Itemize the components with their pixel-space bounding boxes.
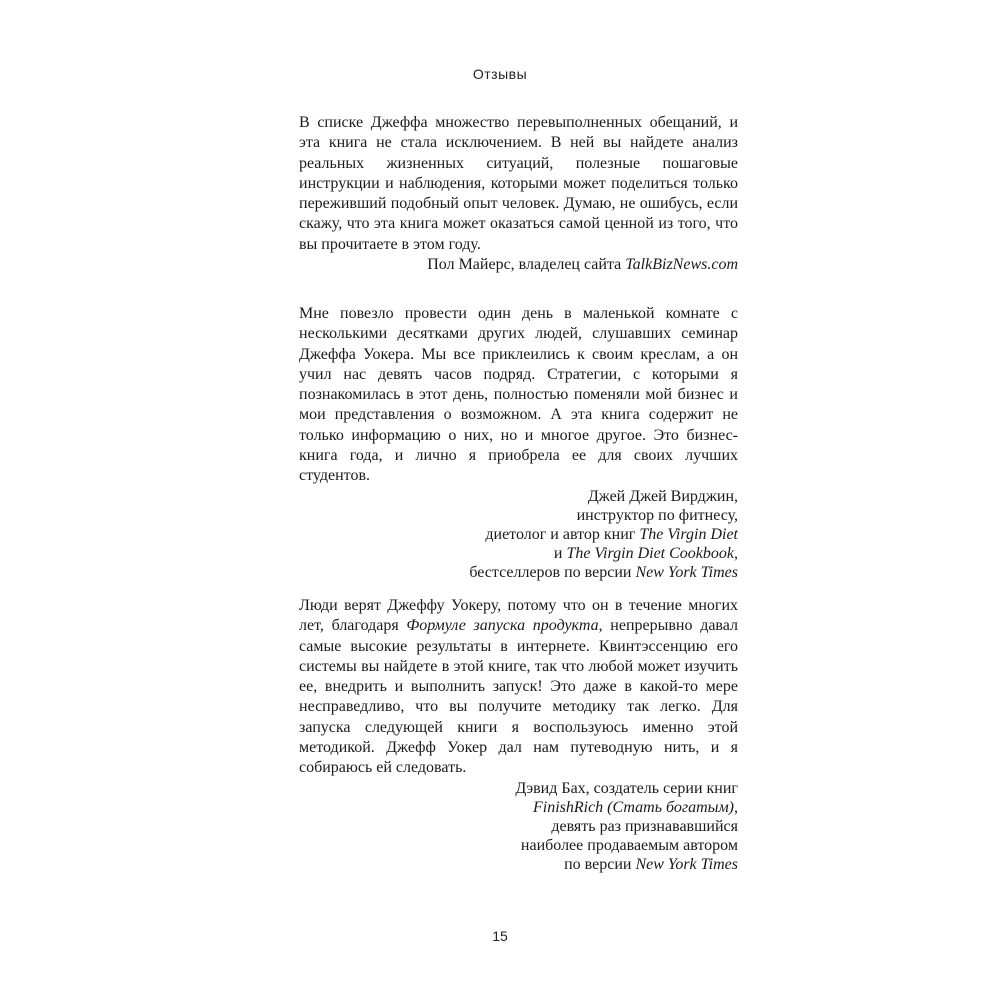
review-2 — [299, 304, 738, 582]
review-attribution — [299, 255, 738, 274]
page-number: 15 — [492, 928, 508, 944]
publication-name: New York Times — [635, 855, 738, 873]
review-attribution — [299, 779, 738, 874]
attribution-text: бестселлеров по версии — [469, 563, 636, 581]
review-3 — [299, 596, 738, 874]
attribution-line: Джей Джей Вирджин, — [587, 487, 738, 505]
attribution-line: инструктор по фитнесу, — [576, 506, 738, 524]
attribution-text: и — [553, 544, 567, 562]
book-series-title: FinishRich (Стать богатым) — [532, 798, 734, 816]
review-text: Мне повезло провести один день в маленькой комнате с несколькими десятками других людей, слушавших семинар Джеффа Уокера. Мы все приклеились к своим креслам, а он учил нас девять часов подряд. Стратегии, с которыми я познакомилась в этот день, полностью поменяли мой бизнес и мои представления о возможном. А эта книга содержит не только информацию о них, но и многое другое. Это бизнес-книга года, и лично я приобрела ее для своих лучших студентов. — [299, 305, 738, 485]
review-text-part: Люди верят Джеффу Уокеру, потому что он в течение многих лет, благодаря — [299, 597, 738, 635]
attribution-source: TalkBizNews.com — [625, 256, 738, 274]
review-attribution — [299, 487, 738, 582]
review-text-part: , непрерывно давал самые высокие результаты в интернете. Квинтэссенцию его системы вы найдете в этой книге, так что любой может изучить ее, внедрить и выполнить запуск! Это даже в какой-то мере несправедливо, что вы получите методику так легко. Для запуска следующей книги я воспользуюсь именно этой методикой. Джефф Уокер дал нам путеводную нить, и я собираюсь ей следовать. — [299, 617, 739, 777]
attribution-text: , — [734, 798, 738, 816]
review-text — [299, 596, 738, 779]
attribution-text: диетолог и автор книг — [485, 525, 640, 543]
book-title: Формуле запуска продукта — [406, 617, 599, 635]
attribution-line: девять раз признававшийся — [551, 817, 738, 835]
review-1 — [299, 113, 738, 274]
publication-name: New York Times — [635, 563, 738, 581]
review-text: В списке Джеффа множество перевыполненных обещаний, и эта книга не стала исключением. В ней вы найдете анализ реальных жизненных ситуаций, полезные пошаговые инструкции и наблюдения, которыми может поделиться только переживший подобный опыт человек. Думаю, не ошибусь, если скажу, что эта книга может оказаться самой ценной из того, что вы прочитаете в этом году. — [299, 114, 738, 253]
attribution-text: Пол Майерс, владелец сайта — [427, 256, 626, 274]
book-title: The Virgin Diet Cookbook — [566, 544, 734, 562]
running-header: Отзывы — [472, 66, 528, 82]
book-title: The Virgin Diet — [639, 525, 738, 543]
attribution-line: Дэвид Бах, создатель серии книг — [515, 779, 738, 797]
attribution-line: наиболее продаваемым автором — [520, 836, 738, 854]
attribution-text: , — [734, 544, 738, 562]
attribution-text: по версии — [564, 855, 636, 873]
